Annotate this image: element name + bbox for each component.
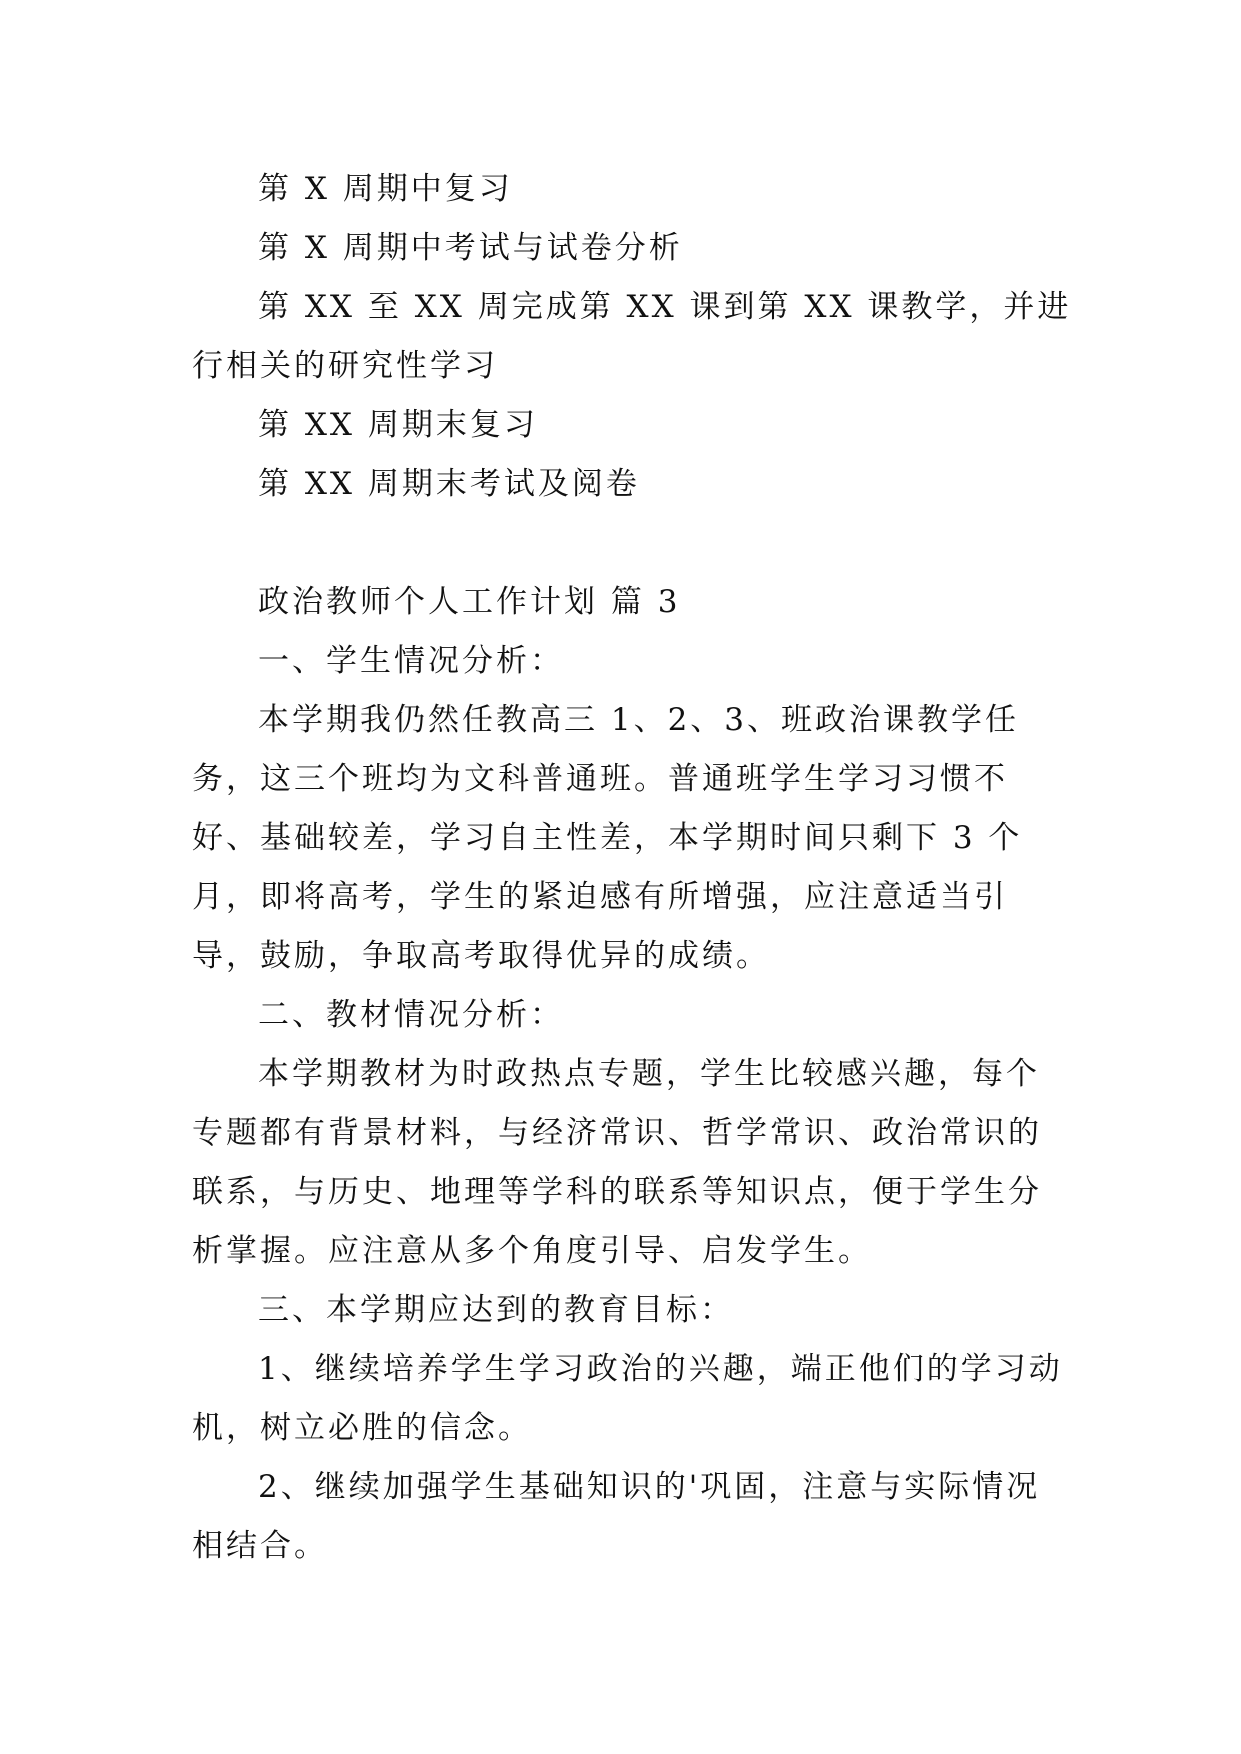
paragraph-goal-1: 1、继续培养学生学习政治的兴趣，端正他们的学习动机，树立必胜的信念。 — [192, 1351, 1063, 1446]
heading-student-analysis: 一、学生情况分析： — [258, 643, 564, 679]
document-body — [192, 160, 1072, 1576]
paragraph-week-midterm-exam: 第 X 周期中考试与试卷分析 — [258, 230, 683, 266]
paragraph-week-final-exam: 第 XX 周期末考试及阅卷 — [258, 466, 640, 502]
paragraph-goal-2: 2、继续加强学生基础知识的'巩固，注意与实际情况相结合。 — [192, 1469, 1041, 1564]
paragraph-week-midterm-review: 第 X 周期中复习 — [258, 171, 513, 207]
paragraph-textbook-analysis: 本学期教材为时政热点专题，学生比较感兴趣，每个专题都有背景材料，与经济常识、哲学常识、政治常识的联系，与历史、地理等学科的联系等知识点，便于学生分析掌握。应注意从多个角度引导、启发学生。 — [192, 1056, 1042, 1269]
section-title: 政治教师个人工作计划 篇 3 — [258, 584, 681, 620]
paragraph-week-lessons: 第 XX 至 XX 周完成第 XX 课到第 XX 课教学，并进行相关的研究性学习 — [192, 289, 1072, 384]
paragraph-student-analysis: 本学期我仍然任教高三 1、2、3、班政治课教学任务，这三个班均为文科普通班。普通班学生学习习惯不好、基础较差，学习自主性差，本学期时间只剩下 3 个月，即将高考，学生的紧迫感有所增强，应注意适当引导，鼓励，争取高考取得优异的成绩。 — [192, 702, 1023, 974]
heading-textbook-analysis: 二、教材情况分析： — [258, 997, 564, 1033]
paragraph-week-final-review: 第 XX 周期末复习 — [258, 407, 538, 443]
blank-line — [192, 514, 1072, 573]
heading-goals: 三、本学期应达到的教育目标： — [258, 1292, 734, 1328]
